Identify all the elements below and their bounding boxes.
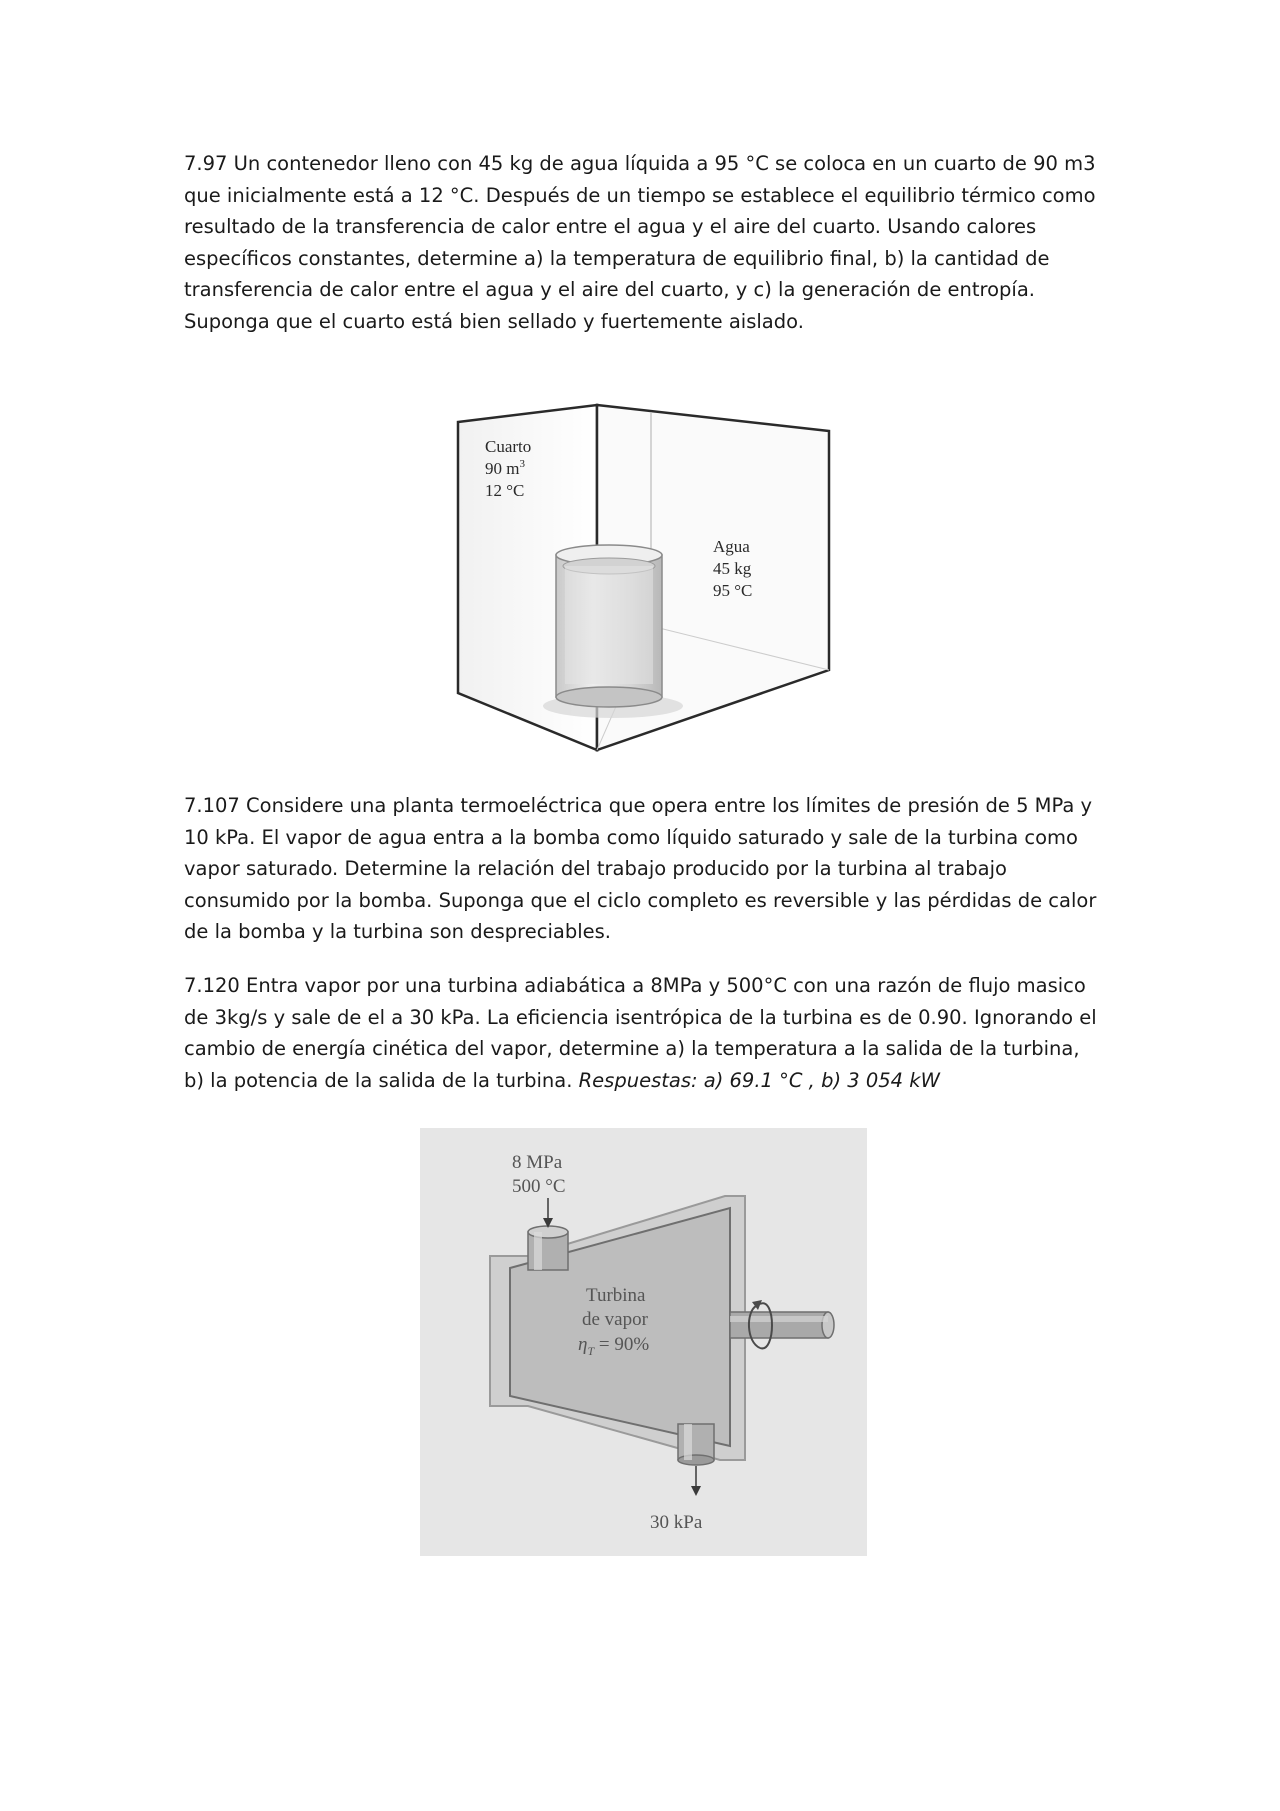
turbine-name-line2: de vapor: [582, 1309, 648, 1330]
inlet-pressure-label: 8 MPa: [512, 1152, 563, 1173]
turbine-figure: [420, 1128, 867, 1556]
room-figure: [455, 400, 835, 760]
outlet-pipe: [678, 1424, 714, 1465]
outlet-pressure-label: 30 kPa: [650, 1512, 703, 1533]
turbine-efficiency: $\eta_T = 90\%$: [578, 1334, 650, 1358]
water-label: Agua: [713, 537, 750, 556]
water-temp: 95 °C: [713, 581, 753, 600]
room-temp: 12 °C: [485, 481, 525, 500]
water-mass: 45 kg: [713, 559, 752, 578]
room-volume: 90 $m^3$: [485, 458, 525, 478]
problem-7-97-text: 7.97 Un contenedor lleno con 45 kg de agua líquida a 95 °C se coloca en un cuarto de 90 m3 que inicialmente está a 12 °C. Después de un tiempo se establece el equilibrio térmico como resultado de la transferencia de calor entre el agua y el aire del cuarto. Usando calores específicos constantes, determine a) la temperatura de equilibrio final, b) la cantidad de transferencia de calor entre el agua y el aire del cuarto, y c) la generación de entropía. Suponga que el cuarto está bien sellado y fuertemente aislado.: [184, 152, 1096, 333]
water-container: [556, 545, 662, 707]
room-label: Cuarto: [485, 437, 532, 456]
problem-7-120-answers: Respuestas: a) 69.1 °C , b) 3 054 kW: [578, 1068, 940, 1092]
problem-7-107-text: 7.107 Considere una planta termoeléctrica que opera entre los límites de presión de 5 MPa y 10 kPa. El vapor de agua entra a la bomba como líquido saturado y sale de la turbina como vapor saturado. Determine la relación del trabajo producido por la turbina al trabajo consumido por la bomba. Suponga que el ciclo completo es reversible y las pérdidas de calor de la bomba y la turbina son despreciables.: [184, 794, 1097, 943]
inlet-pipe: [528, 1226, 568, 1270]
problem-7-120-text: [184, 970, 1104, 1096]
inlet-temp-label: 500 °C: [512, 1176, 566, 1197]
problem-7-120-body: 7.120 Entra vapor por una turbina adiabática a 8MPa y 500°C con una razón de flujo masico de 3kg/s y sale de el a 30 kPa. La eficiencia isentrópica de la turbina es de 0.90. Ignorando el cambio de energía cinética del vapor, determine a) la temperatura a la salida de la turbina, b) la potencia de la salida de la turbina.: [184, 974, 1097, 1092]
turbine-name-line1: Turbina: [586, 1285, 646, 1306]
